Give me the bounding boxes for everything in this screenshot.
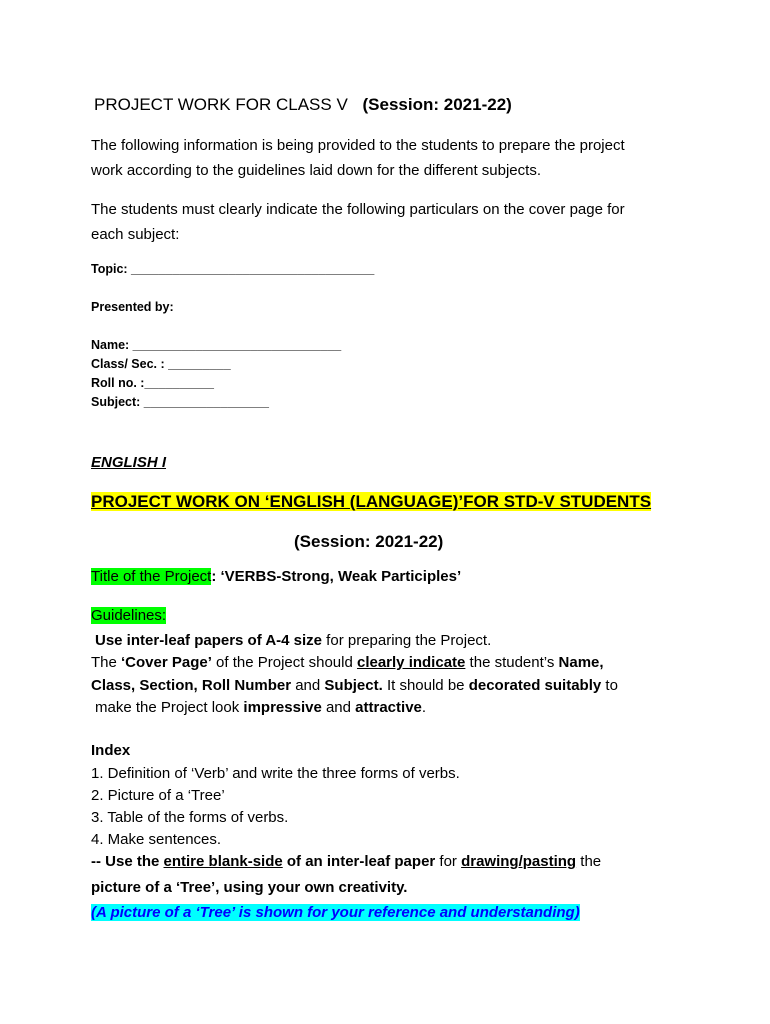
guideline-line-4 — [95, 699, 426, 716]
intro-line-1: The following information is being provided to the students to prepare the project — [91, 137, 625, 154]
section-label-english: ENGLISH I — [91, 454, 167, 471]
g2-d: clearly indicate — [356, 654, 466, 671]
n1-e: drawing/pasting — [461, 853, 577, 870]
g3-d: It should be — [382, 677, 469, 694]
project-heading — [91, 492, 651, 512]
g4-b: impressive — [243, 699, 322, 716]
class-sec-field: Class/ Sec. : _________ — [91, 357, 231, 371]
presented-by-label: Presented by: — [91, 300, 174, 314]
g3-e: decorated suitably — [468, 677, 602, 694]
g4-d: attractive — [355, 699, 422, 716]
g3-a: Class, Section, Roll Number — [91, 677, 292, 694]
guideline-line-1 — [95, 632, 491, 649]
project-title-line — [91, 568, 461, 585]
g3-b: and — [291, 677, 325, 694]
project-heading-text: PROJECT WORK ON ‘ENGLISH (LANGUAGE)’FOR STD-V STUDENTS — [91, 492, 652, 511]
title-text: PROJECT WORK FOR CLASS V — [94, 95, 348, 114]
g4-a: make the Project look — [95, 699, 244, 716]
g2-e: the student’s — [465, 654, 559, 671]
g3-c: Subject. — [324, 677, 383, 694]
guideline-1-bold: Use inter-leaf papers of A-4 size — [95, 632, 323, 649]
note-line-1 — [91, 853, 601, 870]
g2-b: ‘Cover Page’ — [121, 654, 212, 671]
guideline-line-2 — [91, 654, 604, 671]
reference-note — [91, 904, 580, 921]
g2-c: of the Project should — [211, 654, 357, 671]
title-session: (Session: 2021-22) — [362, 95, 512, 114]
g2-a: The — [91, 654, 122, 671]
name-field: Name: ______________________________ — [91, 338, 342, 352]
roll-no-field: Roll no. :__________ — [91, 376, 214, 390]
n1-a: -- Use the — [91, 853, 164, 870]
project-title-label: Title of the Project — [91, 568, 212, 585]
g4-e: . — [421, 699, 427, 716]
index-item-3: 3. Table of the forms of verbs. — [91, 809, 289, 826]
guidelines-label: Guidelines: — [91, 607, 167, 624]
topic-field: Topic: ___________________________________ — [91, 262, 375, 276]
intro-line-3: The students must clearly indicate the following particulars on the cover page for — [91, 201, 625, 218]
intro-line-2: work according to the guidelines laid down for the different subjects. — [91, 162, 541, 179]
n1-c: of an inter-leaf paper — [282, 853, 436, 870]
guideline-line-3 — [91, 677, 618, 694]
index-item-4: 4. Make sentences. — [91, 831, 222, 848]
g2-f: Name, — [558, 654, 604, 671]
n1-b: entire blank-side — [163, 853, 283, 870]
n1-f: the — [576, 853, 602, 870]
index-item-1: 1. Definition of ‘Verb’ and write the three forms of verbs. — [91, 765, 460, 782]
reference-note-text: (A picture of a ‘Tree’ is shown for your reference and understanding) — [91, 904, 580, 921]
index-heading: Index — [91, 742, 131, 759]
note-line-2: picture of a ‘Tree’, using your own creativity. — [91, 879, 408, 896]
index-item-2: 2. Picture of a ‘Tree’ — [91, 787, 225, 804]
english-session: (Session: 2021-22) — [294, 532, 444, 551]
n1-d: for — [435, 853, 462, 870]
g3-f: to — [601, 677, 618, 694]
guideline-1-rest: for preparing the Project. — [322, 632, 492, 649]
subject-field: Subject: __________________ — [91, 395, 269, 409]
page-title — [94, 95, 512, 115]
g4-c: and — [321, 699, 356, 716]
guidelines-heading — [91, 607, 166, 624]
intro-line-4: each subject: — [91, 226, 180, 243]
project-title-value: : ‘VERBS-Strong, Weak Participles’ — [211, 568, 462, 585]
